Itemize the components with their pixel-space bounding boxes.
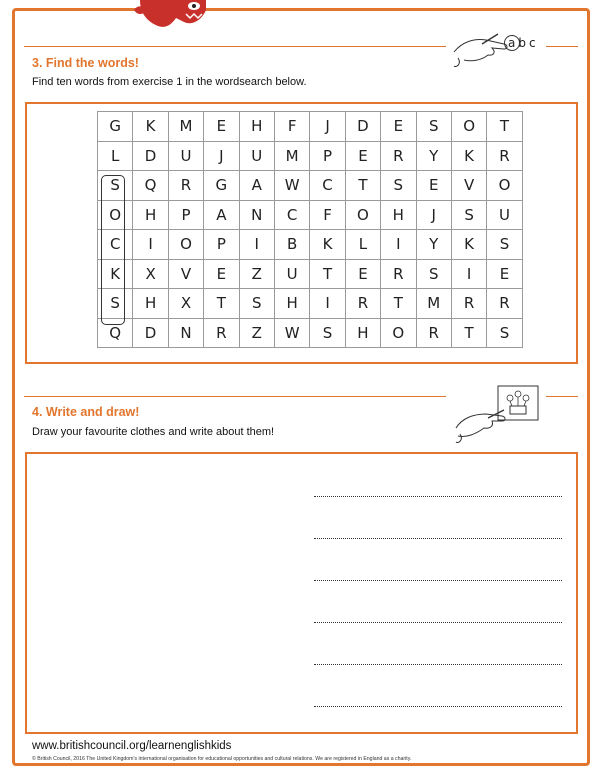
- grid-cell[interactable]: C: [310, 171, 345, 201]
- grid-cell[interactable]: K: [310, 230, 345, 260]
- section4-title: 4. Write and draw!: [32, 405, 140, 419]
- grid-row: [98, 112, 523, 142]
- footer-copyright: © British Council, 2016 The United Kingdom's international organisation for educational opportunities and cultural relations. We are registered in England as a charity.: [32, 756, 412, 762]
- grid-cell[interactable]: Z: [239, 259, 274, 289]
- grid-cell[interactable]: T: [381, 289, 416, 319]
- grid-cell[interactable]: U: [274, 259, 309, 289]
- grid-cell[interactable]: K: [451, 141, 486, 171]
- grid-cell[interactable]: D: [133, 141, 168, 171]
- grid-row: [98, 318, 523, 348]
- grid-cell[interactable]: W: [274, 171, 309, 201]
- grid-cell[interactable]: N: [168, 318, 203, 348]
- grid-cell[interactable]: V: [168, 259, 203, 289]
- grid-row: [98, 230, 523, 260]
- grid-cell[interactable]: H: [133, 200, 168, 230]
- grid-cell[interactable]: K: [98, 259, 133, 289]
- grid-cell[interactable]: R: [487, 141, 522, 171]
- grid-cell[interactable]: O: [168, 230, 203, 260]
- grid-row: [98, 259, 523, 289]
- grid-cell[interactable]: S: [487, 318, 522, 348]
- grid-cell[interactable]: O: [98, 200, 133, 230]
- section4-rule-left: [24, 396, 446, 397]
- grid-cell[interactable]: S: [98, 289, 133, 319]
- grid-cell[interactable]: Y: [416, 230, 451, 260]
- grid-cell[interactable]: B: [274, 230, 309, 260]
- grid-cell[interactable]: M: [274, 141, 309, 171]
- grid-cell[interactable]: W: [274, 318, 309, 348]
- writing-line[interactable]: [314, 580, 562, 581]
- grid-cell[interactable]: E: [204, 112, 239, 142]
- grid-cell[interactable]: X: [168, 289, 203, 319]
- grid-cell[interactable]: M: [416, 289, 451, 319]
- grid-cell[interactable]: L: [98, 141, 133, 171]
- grid-cell[interactable]: T: [310, 259, 345, 289]
- grid-cell[interactable]: G: [98, 112, 133, 142]
- grid-cell[interactable]: T: [487, 112, 522, 142]
- section4-instruction: Draw your favourite clothes and write about them!: [32, 426, 275, 438]
- grid-row: [98, 141, 523, 171]
- grid-cell[interactable]: A: [239, 171, 274, 201]
- writing-line[interactable]: [314, 622, 562, 623]
- writing-line[interactable]: [314, 538, 562, 539]
- grid-cell[interactable]: U: [168, 141, 203, 171]
- grid-cell[interactable]: K: [133, 112, 168, 142]
- monster-mascot-image: [132, 0, 218, 32]
- grid-cell[interactable]: S: [416, 259, 451, 289]
- grid-cell[interactable]: E: [416, 171, 451, 201]
- grid-cell[interactable]: D: [133, 318, 168, 348]
- grid-cell[interactable]: S: [416, 112, 451, 142]
- grid-row: [98, 171, 523, 201]
- grid-cell[interactable]: O: [451, 112, 486, 142]
- grid-cell[interactable]: R: [451, 289, 486, 319]
- grid-cell[interactable]: S: [487, 230, 522, 260]
- grid-cell[interactable]: S: [98, 171, 133, 201]
- wordsearch-grid: [97, 111, 523, 348]
- grid-cell[interactable]: R: [204, 318, 239, 348]
- grid-row: [98, 200, 523, 230]
- grid-cell[interactable]: F: [310, 200, 345, 230]
- grid-cell[interactable]: V: [451, 171, 486, 201]
- grid-cell[interactable]: E: [487, 259, 522, 289]
- writing-line[interactable]: [314, 664, 562, 665]
- grid-cell[interactable]: D: [345, 112, 380, 142]
- grid-cell[interactable]: O: [381, 318, 416, 348]
- grid-cell[interactable]: O: [487, 171, 522, 201]
- section3-title: 3. Find the words!: [32, 56, 139, 70]
- grid-cell[interactable]: H: [274, 289, 309, 319]
- section3-rule-right: [546, 46, 578, 47]
- grid-cell[interactable]: T: [204, 289, 239, 319]
- abc-caption: abc: [508, 36, 539, 50]
- grid-cell[interactable]: M: [168, 112, 203, 142]
- grid-cell[interactable]: U: [239, 141, 274, 171]
- grid-cell[interactable]: I: [239, 230, 274, 260]
- grid-cell[interactable]: C: [274, 200, 309, 230]
- grid-cell[interactable]: S: [381, 171, 416, 201]
- writing-line[interactable]: [314, 706, 562, 707]
- grid-row: [98, 289, 523, 319]
- grid-cell[interactable]: U: [487, 200, 522, 230]
- grid-cell[interactable]: P: [204, 230, 239, 260]
- section3-instruction: Find ten words from exercise 1 in the wordsearch below.: [32, 76, 307, 88]
- grid-cell[interactable]: E: [204, 259, 239, 289]
- grid-cell[interactable]: I: [381, 230, 416, 260]
- grid-cell[interactable]: S: [239, 289, 274, 319]
- grid-cell[interactable]: R: [381, 141, 416, 171]
- writing-hand-icon: [452, 30, 544, 75]
- grid-cell[interactable]: O: [345, 200, 380, 230]
- section4-rule-right: [546, 396, 578, 397]
- grid-cell[interactable]: A: [204, 200, 239, 230]
- grid-cell[interactable]: E: [345, 141, 380, 171]
- grid-cell[interactable]: R: [345, 289, 380, 319]
- grid-cell[interactable]: G: [204, 171, 239, 201]
- grid-cell[interactable]: C: [98, 230, 133, 260]
- grid-cell[interactable]: S: [310, 318, 345, 348]
- found-word-socks-highlight: [101, 175, 125, 325]
- grid-cell[interactable]: R: [381, 259, 416, 289]
- grid-cell[interactable]: N: [239, 200, 274, 230]
- grid-cell[interactable]: H: [133, 289, 168, 319]
- drawing-hand-icon: [452, 384, 544, 446]
- grid-cell[interactable]: P: [168, 200, 203, 230]
- grid-cell[interactable]: T: [345, 171, 380, 201]
- writing-line[interactable]: [314, 496, 562, 497]
- grid-cell[interactable]: Z: [239, 318, 274, 348]
- grid-cell[interactable]: E: [345, 259, 380, 289]
- grid-cell[interactable]: T: [451, 318, 486, 348]
- grid-cell[interactable]: R: [487, 289, 522, 319]
- footer-url: www.britishcouncil.org/learnenglishkids: [32, 740, 232, 752]
- grid-cell[interactable]: H: [381, 200, 416, 230]
- grid-cell[interactable]: J: [416, 200, 451, 230]
- grid-cell[interactable]: L: [345, 230, 380, 260]
- grid-cell[interactable]: H: [239, 112, 274, 142]
- grid-cell[interactable]: P: [310, 141, 345, 171]
- grid-cell[interactable]: Y: [416, 141, 451, 171]
- grid-cell[interactable]: Q: [98, 318, 133, 348]
- grid-cell[interactable]: I: [310, 289, 345, 319]
- grid-cell[interactable]: I: [133, 230, 168, 260]
- grid-cell[interactable]: Q: [133, 171, 168, 201]
- grid-cell[interactable]: I: [451, 259, 486, 289]
- draw-write-box: [25, 452, 578, 734]
- grid-cell[interactable]: X: [133, 259, 168, 289]
- grid-cell[interactable]: R: [416, 318, 451, 348]
- grid-cell[interactable]: J: [310, 112, 345, 142]
- grid-cell[interactable]: F: [274, 112, 309, 142]
- circle-a-mark: [504, 35, 520, 51]
- section3-rule-left: [24, 46, 446, 47]
- grid-cell[interactable]: R: [168, 171, 203, 201]
- grid-cell[interactable]: S: [451, 200, 486, 230]
- grid-cell[interactable]: E: [381, 112, 416, 142]
- grid-cell[interactable]: J: [204, 141, 239, 171]
- grid-cell[interactable]: K: [451, 230, 486, 260]
- grid-cell[interactable]: H: [345, 318, 380, 348]
